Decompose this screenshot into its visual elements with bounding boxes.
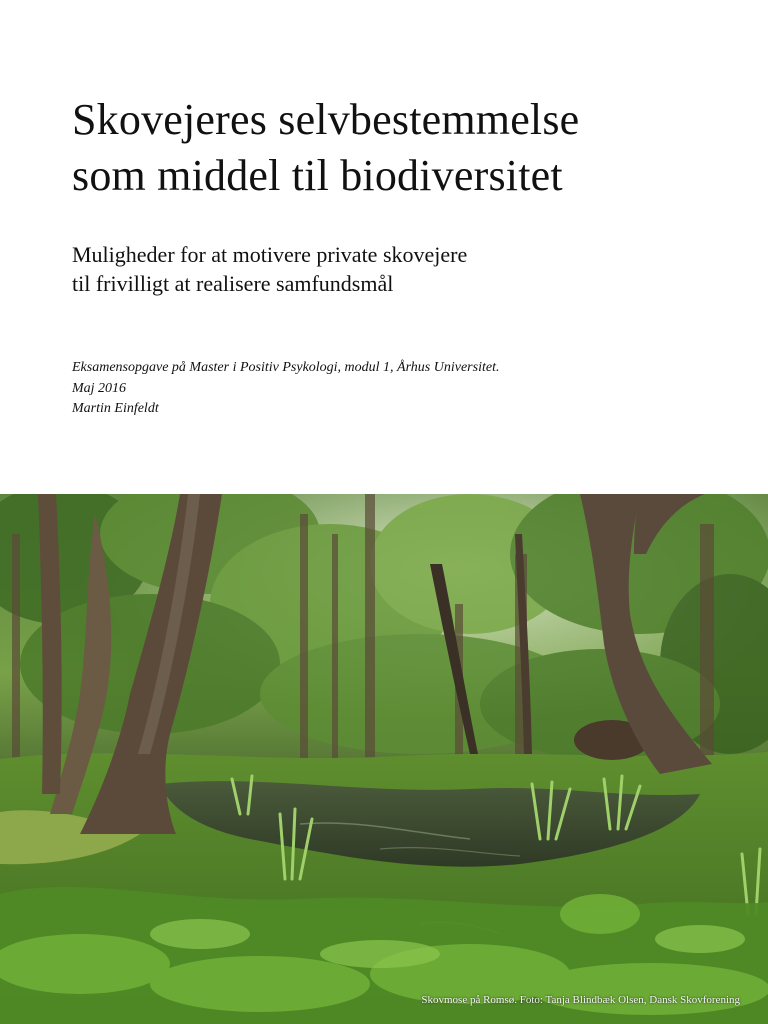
subtitle-line-1: Muligheder for at motivere private skovejere [72,242,468,267]
title-line-1: Skovejeres selvbestemmelse [72,95,580,144]
photo-caption: Skovmose på Romsø. Foto: Tanja Blindbæk Olsen, Dansk Skovforening [421,994,740,1006]
subtitle-line-2: til frivilligt at realisere samfundsmål [72,271,394,296]
document-title [72,92,712,204]
meta-institution: Eksamensopgave på Master i Positiv Psykologi, modul 1, Århus Universitet. [72,360,500,375]
meta-date: Maj 2016 [72,380,127,396]
meta-author: Martin Einfeldt [72,401,159,416]
document-meta [72,358,712,420]
forest-photo [0,494,768,1024]
document-subtitle [72,240,712,298]
forest-swamp-illustration [0,494,768,1024]
title-line-2: som middel til biodiversitet [72,151,563,200]
